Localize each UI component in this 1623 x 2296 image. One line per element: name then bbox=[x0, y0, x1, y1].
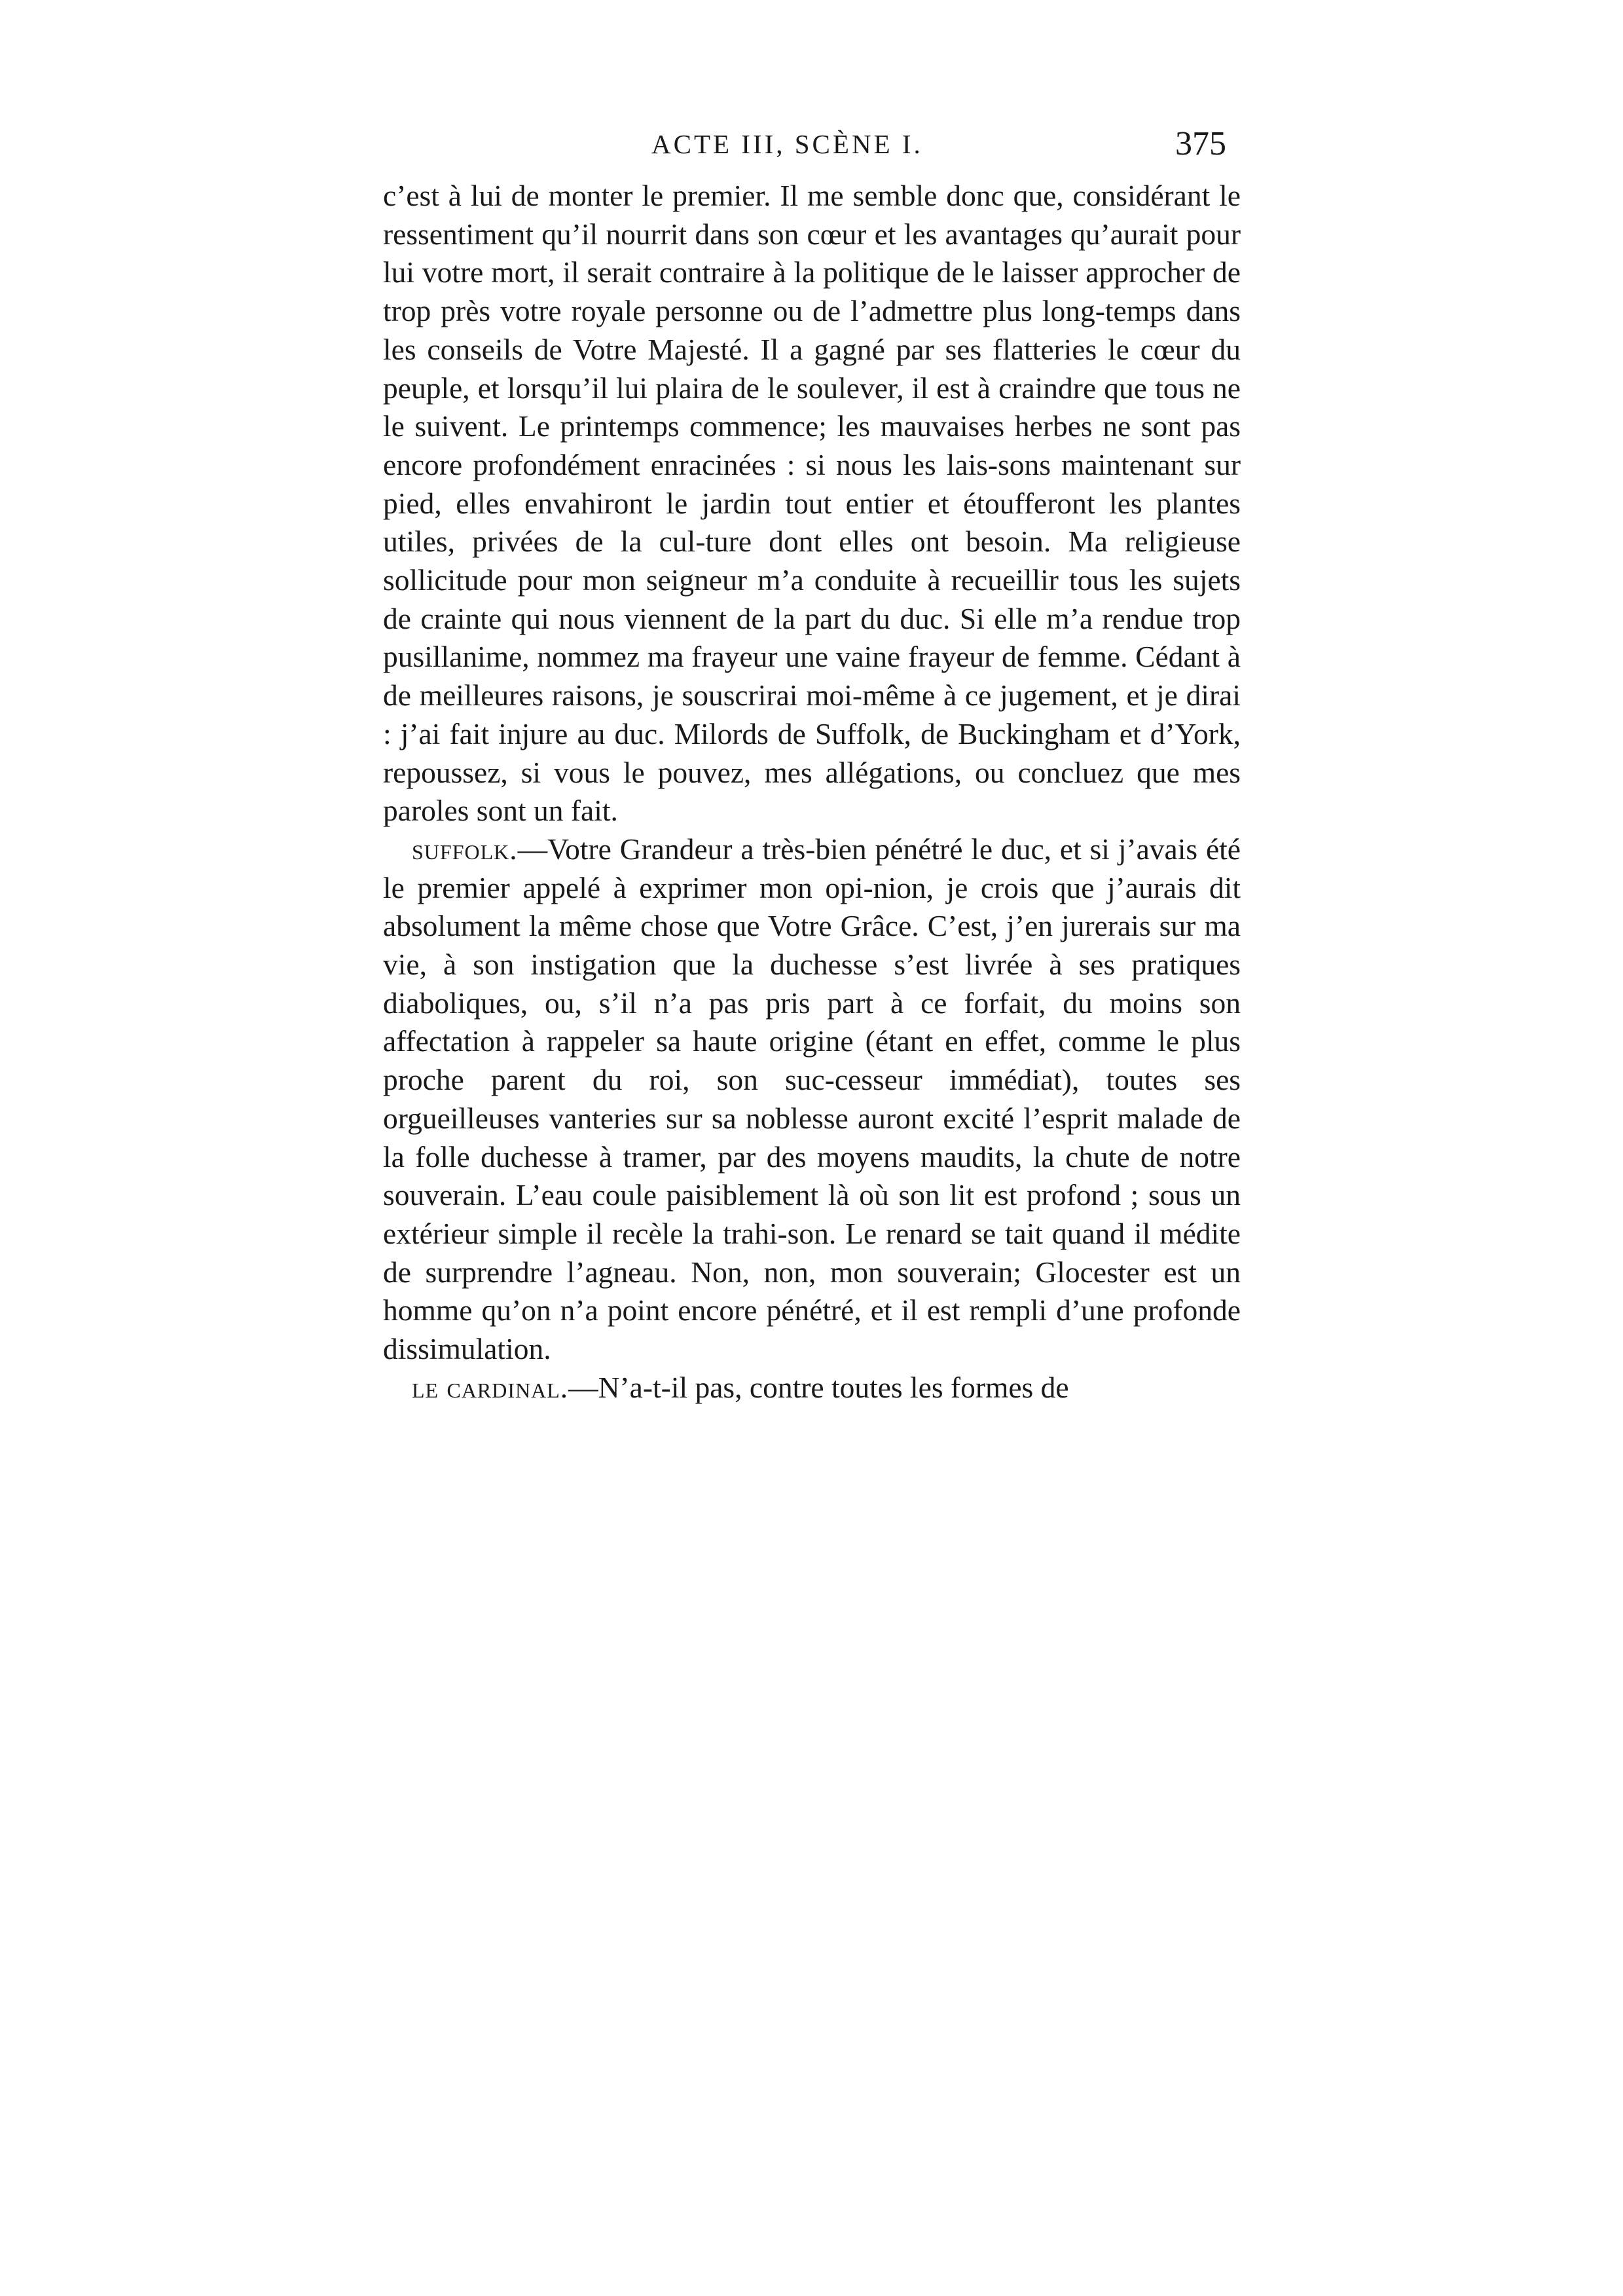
speech-text: —Votre Grandeur a très-bien pénétré le duc, et si j’avais été le premier appelé à exprimer mon opi-nion, je crois que j’aurais dit absolument la même chose que Votre Grâce. C’est, j’en jurerais sur ma vie, à son instigation que la duchesse s’est livrée à ses pratiques diaboliques, ou, s’il n’a pas pris part à ce forfait, du moins son affectation à rappeler sa haute origine (étant en effet, comme le plus proche parent du roi, son suc-cesseur immédiat), toutes ses orgueilleuses vanteries sur sa noblesse auront excité l’esprit malade de la folle duchesse à tramer, par des moyens maudits, la chute de notre souverain. L’eau coule paisiblement là où son lit est profond ; sous un extérieur simple il recèle la trahi-son. Le renard se tait quand il médite de surprendre l’agneau. Non, non, mon souverain; Glocester est un homme qu’on n’a point encore pénétré, et il est rempli d’une profonde dissimulation. bbox=[383, 832, 1241, 1366]
running-header bbox=[383, 124, 1241, 177]
speaker-name: suffolk. bbox=[412, 832, 518, 866]
speaker-name: le cardinal. bbox=[412, 1370, 569, 1404]
speech-cardinal bbox=[383, 1369, 1241, 1407]
body-text bbox=[383, 177, 1241, 1407]
speech-suffolk bbox=[383, 830, 1241, 1369]
page-number: 375 bbox=[1175, 125, 1226, 162]
running-title: ACTE III, SCÈNE I. bbox=[651, 129, 923, 159]
speech-text: —N’a-t-il pas, contre toutes les formes de bbox=[568, 1370, 1069, 1404]
book-page bbox=[383, 124, 1241, 1762]
paragraph-continuation: c’est à lui de monter le premier. Il me semble donc que, considérant le ressentiment qu’il nourrit dans son cœur et les avantages qu’aurait pour lui votre mort, il serait contraire à la politique de le laisser approcher de trop près votre royale personne ou de l’admettre plus long-temps dans les conseils de Votre Majesté. Il a gagné par ses flatteries le cœur du peuple, et lorsqu’il lui plaira de le soulever, il est à craindre que tous ne le suivent. Le printemps commence; les mauvaises herbes ne sont pas encore profondément enracinées : si nous les lais-sons maintenant sur pied, elles envahiront le jardin tout entier et étoufferont les plantes utiles, privées de la cul-ture dont elles ont besoin. Ma religieuse sollicitude pour mon seigneur m’a conduite à recueillir tous les sujets de crainte qui nous viennent de la part du duc. Si elle m’a rendue trop pusillanime, nommez ma frayeur une vaine frayeur de femme. Cédant à de meilleures raisons, je souscrirai moi-même à ce jugement, et je dirai : j’ai fait injure au duc. Milords de Suffolk, de Buckingham et d’York, repoussez, si vous le pouvez, mes allégations, ou concluez que mes paroles sont un fait. bbox=[383, 179, 1241, 828]
